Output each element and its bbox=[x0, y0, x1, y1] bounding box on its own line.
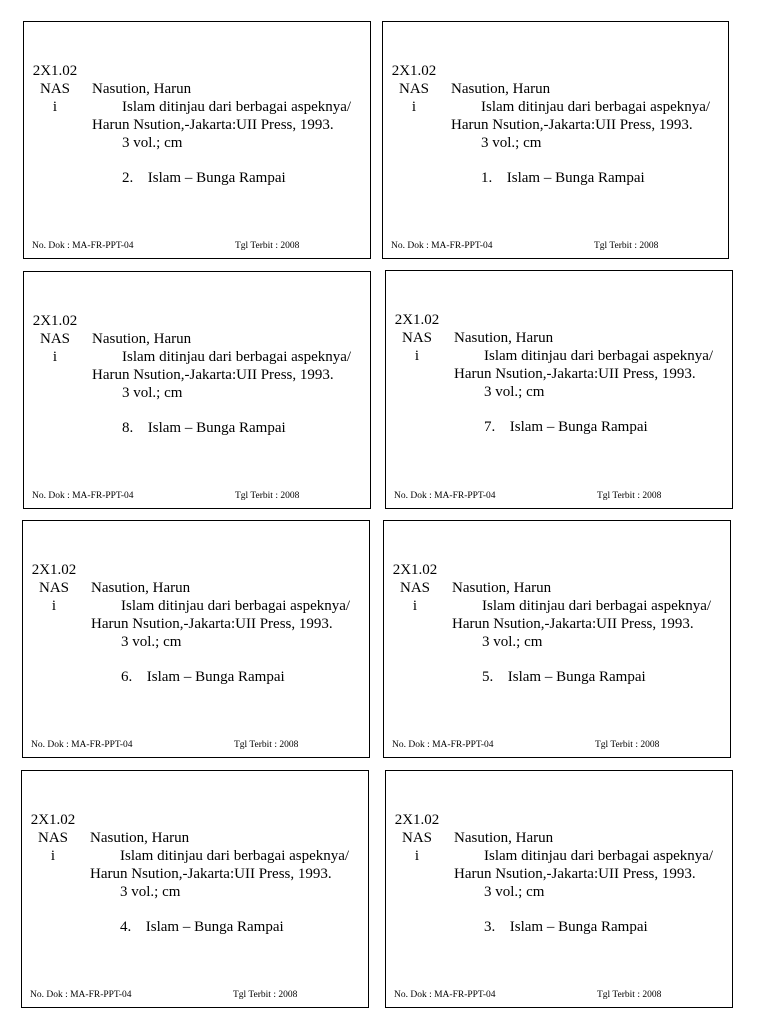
subject-number: 3. bbox=[484, 919, 496, 935]
subject-text: Islam – Bunga Rampai bbox=[147, 170, 286, 186]
issue-date: Tgl Terbit : 2008 bbox=[235, 241, 300, 251]
issue-date: Tgl Terbit : 2008 bbox=[594, 241, 659, 251]
author: Nasution, Harun bbox=[92, 81, 192, 97]
call-number-author: NAS bbox=[398, 81, 429, 97]
bibliographic-entry bbox=[92, 80, 351, 152]
title-line: Islam ditinjau dari berbagai aspeknya/ bbox=[484, 848, 714, 864]
catalog-card bbox=[382, 21, 729, 259]
call-number-class: 2X1.02 bbox=[32, 63, 78, 79]
publication-line: Harun Nsution,-Jakarta:UII Press, 1993. bbox=[451, 117, 693, 133]
call-number-author: NAS bbox=[39, 81, 70, 97]
publication-line: Harun Nsution,-Jakarta:UII Press, 1993. bbox=[452, 616, 694, 632]
call-number-class: 2X1.02 bbox=[32, 313, 78, 329]
catalog-card bbox=[22, 520, 370, 758]
physical-description: 3 vol.; cm bbox=[122, 135, 183, 151]
subject-heading bbox=[121, 668, 285, 686]
call-number-author: NAS bbox=[38, 580, 69, 596]
subject-number: 5. bbox=[482, 669, 494, 685]
call-number bbox=[32, 312, 78, 366]
document-number: No. Dok : MA-FR-PPT-04 bbox=[30, 990, 132, 1000]
bibliographic-entry bbox=[91, 579, 350, 651]
call-number-class: 2X1.02 bbox=[394, 812, 440, 828]
publication-line: Harun Nsution,-Jakarta:UII Press, 1993. bbox=[454, 866, 696, 882]
publication-line: Harun Nsution,-Jakarta:UII Press, 1993. bbox=[454, 366, 696, 382]
title-line: Islam ditinjau dari berbagai aspeknya/ bbox=[122, 349, 352, 365]
subject-number: 2. bbox=[122, 170, 134, 186]
subject-text: Islam – Bunga Rampai bbox=[146, 669, 285, 685]
call-number-class: 2X1.02 bbox=[392, 562, 438, 578]
subject-number: 1. bbox=[481, 170, 493, 186]
call-number-author: NAS bbox=[39, 331, 70, 347]
bibliographic-entry bbox=[451, 80, 710, 152]
physical-description: 3 vol.; cm bbox=[481, 135, 542, 151]
call-number-author: NAS bbox=[401, 330, 432, 346]
subject-text: Islam – Bunga Rampai bbox=[507, 669, 646, 685]
call-number bbox=[31, 561, 77, 615]
call-number-author: NAS bbox=[37, 830, 68, 846]
author: Nasution, Harun bbox=[90, 830, 190, 846]
publication-line: Harun Nsution,-Jakarta:UII Press, 1993. bbox=[90, 866, 332, 882]
document-number: No. Dok : MA-FR-PPT-04 bbox=[391, 241, 493, 251]
issue-date: Tgl Terbit : 2008 bbox=[233, 990, 298, 1000]
document-number: No. Dok : MA-FR-PPT-04 bbox=[32, 241, 134, 251]
issue-date: Tgl Terbit : 2008 bbox=[597, 491, 662, 501]
author: Nasution, Harun bbox=[91, 580, 191, 596]
document-number: No. Dok : MA-FR-PPT-04 bbox=[32, 491, 134, 501]
call-number bbox=[394, 811, 440, 865]
subject-heading bbox=[122, 419, 286, 437]
call-number bbox=[32, 62, 78, 116]
title-line: Islam ditinjau dari berbagai aspeknya/ bbox=[120, 848, 350, 864]
document-number: No. Dok : MA-FR-PPT-04 bbox=[394, 491, 496, 501]
document-number: No. Dok : MA-FR-PPT-04 bbox=[394, 990, 496, 1000]
title-line: Islam ditinjau dari berbagai aspeknya/ bbox=[481, 99, 711, 115]
catalog-card bbox=[385, 770, 733, 1008]
publication-line: Harun Nsution,-Jakarta:UII Press, 1993. bbox=[92, 117, 334, 133]
bibliographic-entry bbox=[90, 829, 349, 901]
subject-text: Islam – Bunga Rampai bbox=[509, 919, 648, 935]
catalog-card bbox=[383, 520, 731, 758]
title-line: Islam ditinjau dari berbagai aspeknya/ bbox=[122, 99, 352, 115]
subject-text: Islam – Bunga Rampai bbox=[506, 170, 645, 186]
title-line: Islam ditinjau dari berbagai aspeknya/ bbox=[121, 598, 351, 614]
call-number bbox=[392, 561, 438, 615]
subject-heading bbox=[482, 668, 646, 686]
subject-text: Islam – Bunga Rampai bbox=[145, 919, 284, 935]
publication-line: Harun Nsution,-Jakarta:UII Press, 1993. bbox=[92, 367, 334, 383]
call-number-title: i bbox=[52, 349, 58, 365]
subject-heading bbox=[484, 418, 648, 436]
call-number-class: 2X1.02 bbox=[391, 63, 437, 79]
subject-heading bbox=[484, 918, 648, 936]
call-number-title: i bbox=[52, 99, 58, 115]
call-number bbox=[394, 311, 440, 365]
issue-date: Tgl Terbit : 2008 bbox=[597, 990, 662, 1000]
bibliographic-entry bbox=[92, 330, 351, 402]
subject-heading bbox=[120, 918, 284, 936]
subject-heading bbox=[122, 169, 286, 187]
publication-line: Harun Nsution,-Jakarta:UII Press, 1993. bbox=[91, 616, 333, 632]
call-number-class: 2X1.02 bbox=[30, 812, 76, 828]
physical-description: 3 vol.; cm bbox=[122, 385, 183, 401]
issue-date: Tgl Terbit : 2008 bbox=[235, 491, 300, 501]
physical-description: 3 vol.; cm bbox=[484, 884, 545, 900]
bibliographic-entry bbox=[454, 329, 713, 401]
subject-heading bbox=[481, 169, 645, 187]
author: Nasution, Harun bbox=[454, 830, 554, 846]
document-number: No. Dok : MA-FR-PPT-04 bbox=[31, 740, 133, 750]
subject-number: 7. bbox=[484, 419, 496, 435]
physical-description: 3 vol.; cm bbox=[482, 634, 543, 650]
call-number-title: i bbox=[414, 848, 420, 864]
call-number-title: i bbox=[411, 99, 417, 115]
call-number-title: i bbox=[412, 598, 418, 614]
subject-number: 6. bbox=[121, 669, 133, 685]
author: Nasution, Harun bbox=[451, 81, 551, 97]
physical-description: 3 vol.; cm bbox=[120, 884, 181, 900]
bibliographic-entry bbox=[454, 829, 713, 901]
call-number-title: i bbox=[50, 848, 56, 864]
call-number-class: 2X1.02 bbox=[394, 312, 440, 328]
call-number-author: NAS bbox=[401, 830, 432, 846]
issue-date: Tgl Terbit : 2008 bbox=[234, 740, 299, 750]
subject-number: 8. bbox=[122, 420, 134, 436]
catalog-card bbox=[21, 770, 369, 1008]
document-number: No. Dok : MA-FR-PPT-04 bbox=[392, 740, 494, 750]
call-number bbox=[391, 62, 437, 116]
call-number-author: NAS bbox=[399, 580, 430, 596]
call-number-title: i bbox=[51, 598, 57, 614]
catalog-card bbox=[23, 271, 371, 509]
title-line: Islam ditinjau dari berbagai aspeknya/ bbox=[484, 348, 714, 364]
catalog-card bbox=[23, 21, 371, 259]
subject-number: 4. bbox=[120, 919, 132, 935]
physical-description: 3 vol.; cm bbox=[484, 384, 545, 400]
catalog-card bbox=[385, 270, 733, 509]
issue-date: Tgl Terbit : 2008 bbox=[595, 740, 660, 750]
subject-text: Islam – Bunga Rampai bbox=[147, 420, 286, 436]
bibliographic-entry bbox=[452, 579, 711, 651]
call-number-title: i bbox=[414, 348, 420, 364]
author: Nasution, Harun bbox=[452, 580, 552, 596]
author: Nasution, Harun bbox=[92, 331, 192, 347]
author: Nasution, Harun bbox=[454, 330, 554, 346]
physical-description: 3 vol.; cm bbox=[121, 634, 182, 650]
subject-text: Islam – Bunga Rampai bbox=[509, 419, 648, 435]
call-number bbox=[30, 811, 76, 865]
title-line: Islam ditinjau dari berbagai aspeknya/ bbox=[482, 598, 712, 614]
call-number-class: 2X1.02 bbox=[31, 562, 77, 578]
